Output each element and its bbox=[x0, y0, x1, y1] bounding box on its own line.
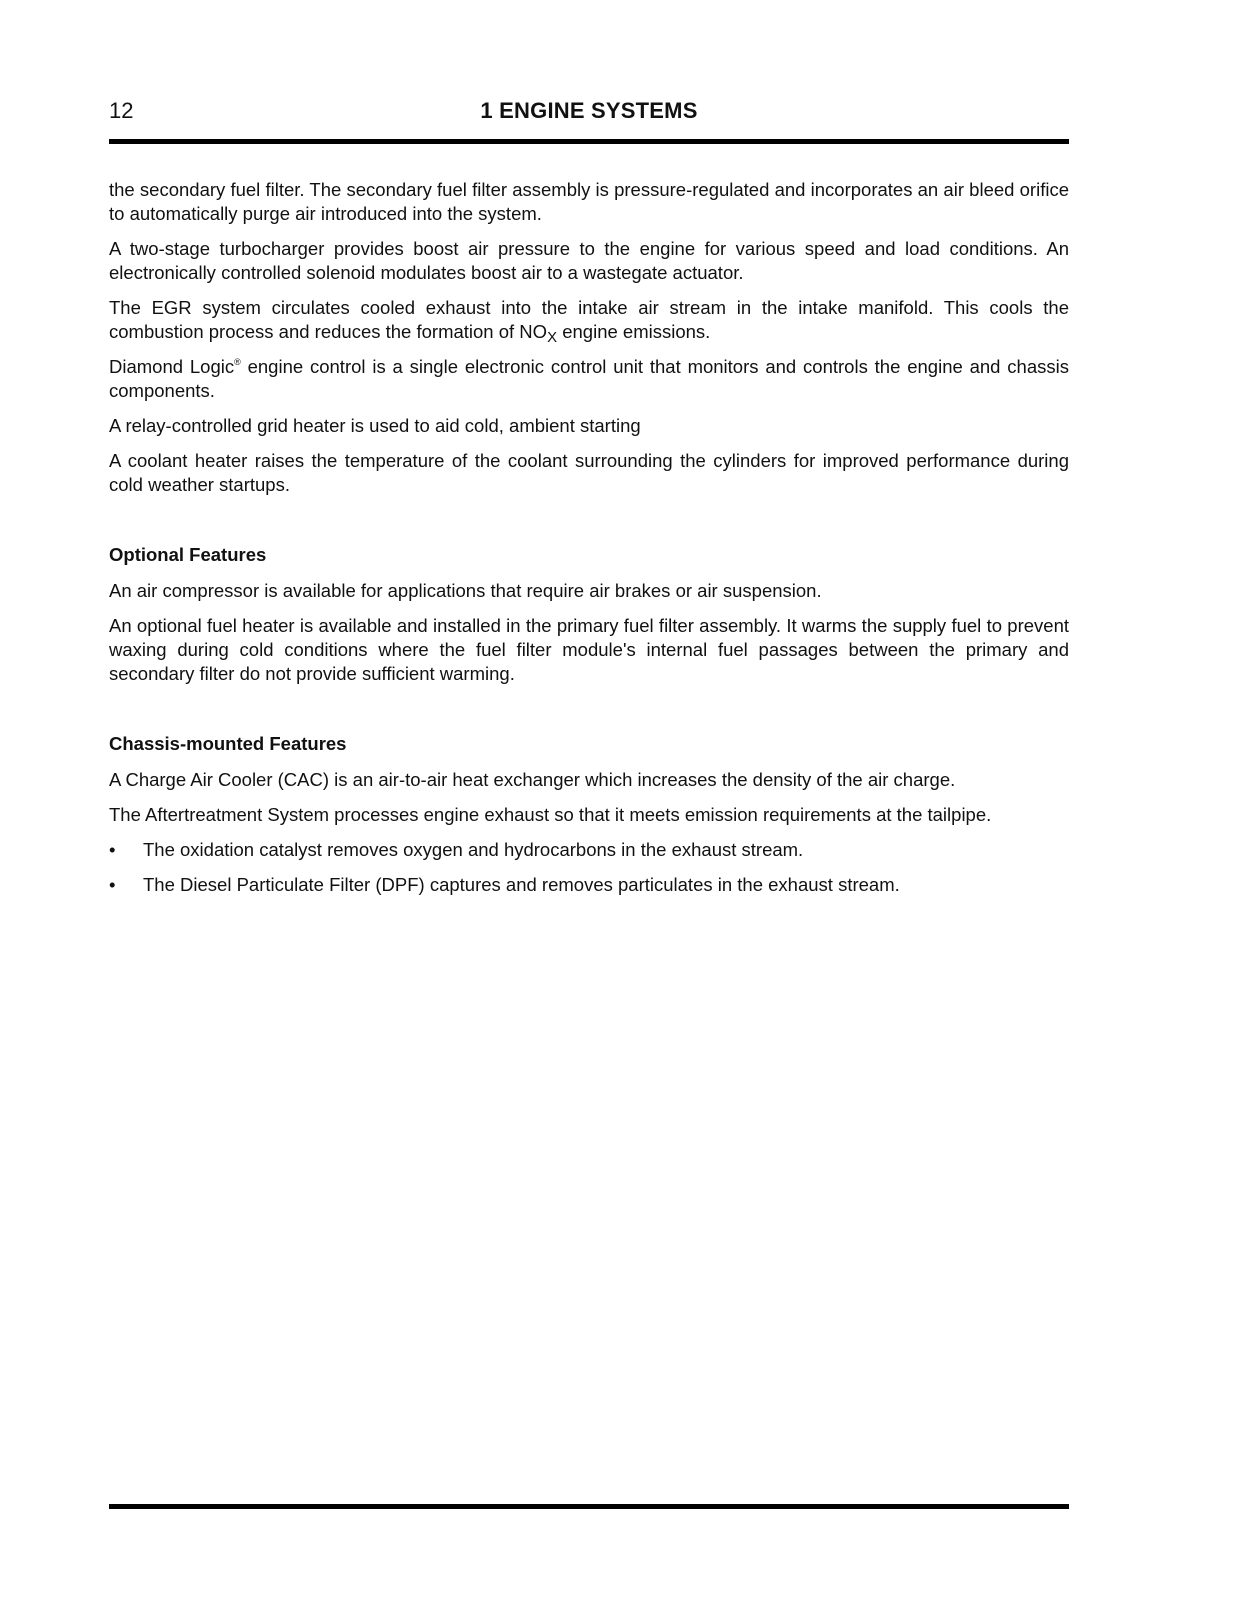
paragraph-aftertreatment: The Aftertreatment System processes engine exhaust so that it meets emission requirements at the tailpipe. bbox=[109, 804, 992, 825]
registered-mark: ® bbox=[234, 357, 241, 367]
chapter-title: 1 ENGINE SYSTEMS bbox=[480, 98, 698, 123]
page-number: 12 bbox=[109, 98, 134, 123]
paragraph-turbocharger: A two-stage turbocharger provides boost air pressure to the engine for various speed and load conditions. An electronically controlled solenoid modulates boost air to a wastegate actuator. bbox=[109, 238, 1069, 283]
nox-subscript: X bbox=[547, 329, 558, 346]
paragraph-coolant-heater: A coolant heater raises the temperature of the coolant surrounding the cylinders for improved performance during cold weather startups. bbox=[109, 450, 1069, 495]
paragraph-air-compressor: An air compressor is available for applications that require air brakes or air suspension. bbox=[109, 580, 822, 601]
footer-rule bbox=[109, 1504, 1069, 1509]
paragraph-egr-system bbox=[109, 296, 1069, 344]
egr-text-start: The EGR system circulates cooled exhaust into the intake air stream in the intake manifold. This cools the combustion process and reduces the formation of NO bbox=[109, 297, 1069, 342]
paragraph-charge-air-cooler: A Charge Air Cooler (CAC) is an air-to-air heat exchanger which increases the density of the air charge. bbox=[109, 769, 956, 790]
paragraph-diamond-logic bbox=[109, 355, 1069, 403]
egr-text-end: engine emissions. bbox=[557, 321, 711, 342]
bullet-marker: • bbox=[109, 839, 116, 860]
diamond-logic-text: engine control is a single electronic control unit that monitors and controls the engine and chassis components. bbox=[109, 356, 1069, 401]
paragraph-fuel-heater: An optional fuel heater is available and installed in the primary fuel filter assembly. It warms the supply fuel to prevent waxing during cold conditions where the fuel filter module's internal fuel passages between the primary and secondary filter do not provide sufficient warming. bbox=[109, 615, 1069, 684]
aftertreatment-list bbox=[109, 838, 1069, 897]
chassis-features-heading: Chassis-mounted Features bbox=[109, 733, 347, 754]
optional-features-heading: Optional Features bbox=[109, 544, 267, 565]
list-item bbox=[109, 838, 1069, 862]
paragraph-grid-heater: A relay-controlled grid heater is used to aid cold, ambient starting bbox=[109, 415, 641, 436]
list-item-text: The Diesel Particulate Filter (DPF) captures and removes particulates in the exhaust stream. bbox=[143, 874, 900, 895]
diamond-logic-name: Diamond Logic bbox=[109, 356, 235, 377]
list-item-text: The oxidation catalyst removes oxygen and hydrocarbons in the exhaust stream. bbox=[143, 839, 804, 860]
list-item bbox=[109, 873, 1069, 897]
bullet-marker: • bbox=[109, 874, 116, 895]
header-rule bbox=[109, 139, 1069, 144]
paragraph-secondary-fuel-filter: the secondary fuel filter. The secondary fuel filter assembly is pressure-regulated and incorporates an air bleed orifice to automatically purge air introduced into the system. bbox=[109, 179, 1069, 224]
page-content bbox=[109, 178, 1069, 908]
